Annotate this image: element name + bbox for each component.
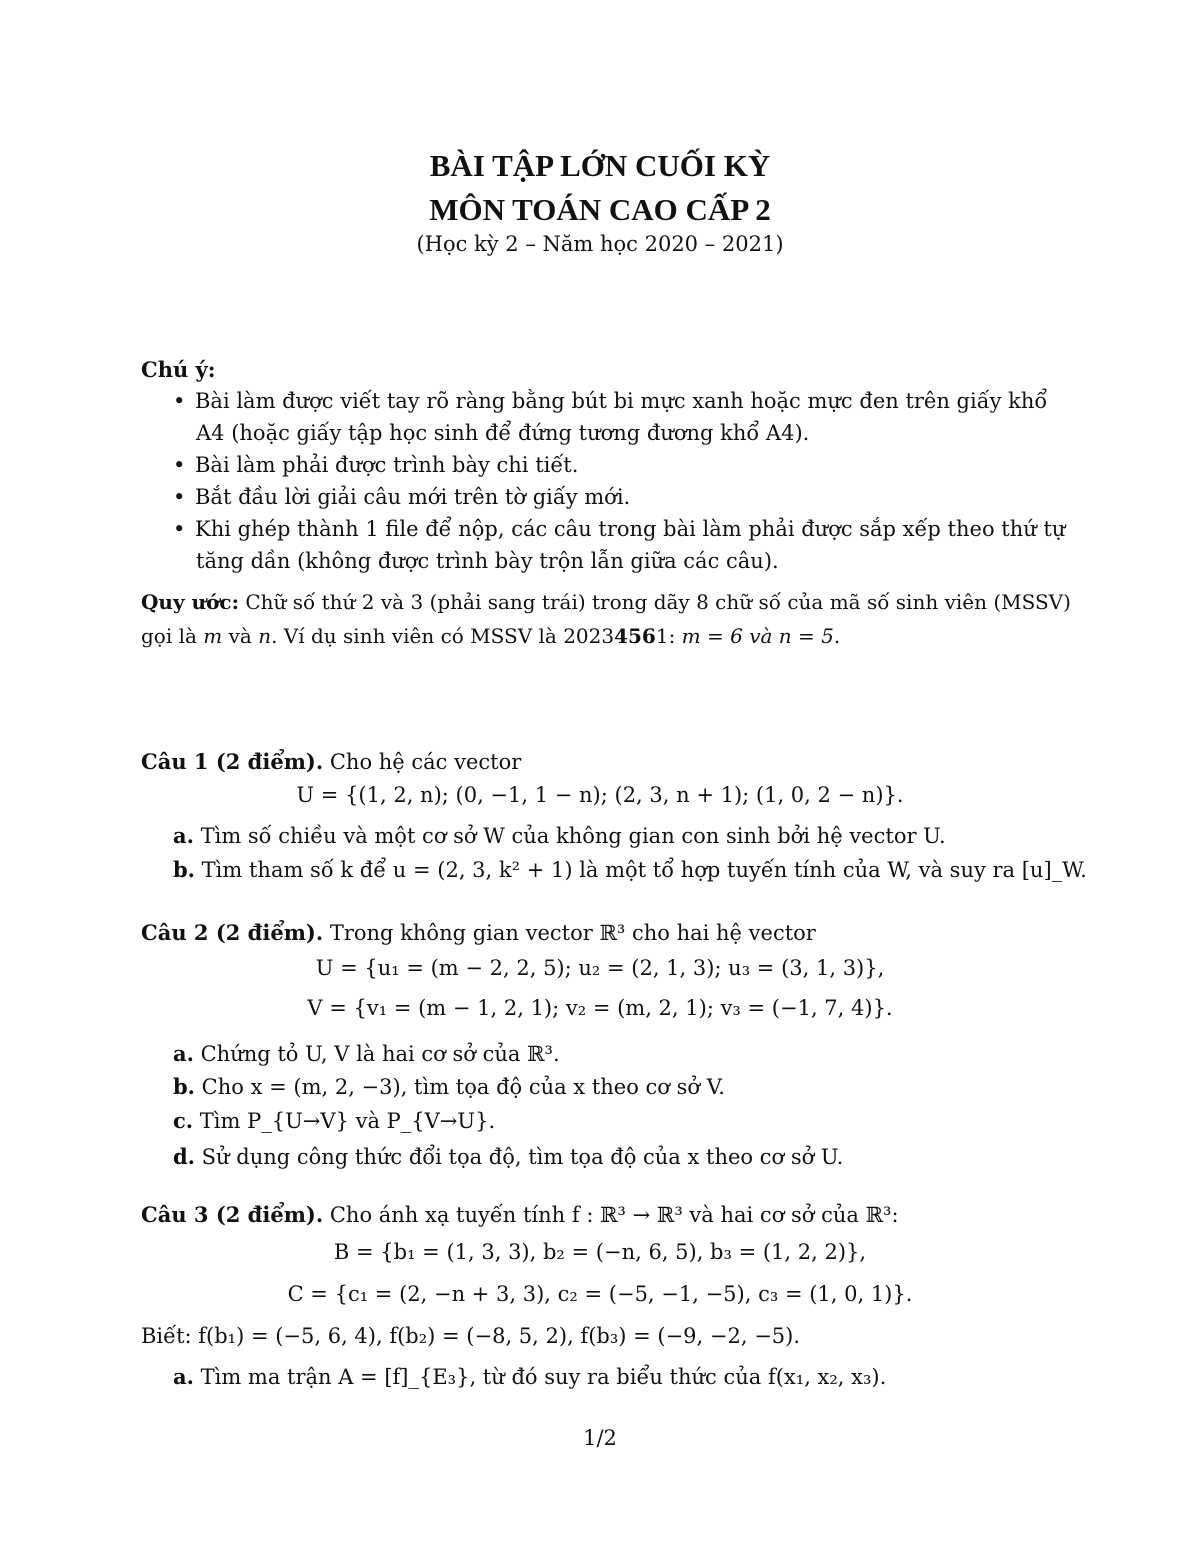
q3-heading: Câu 3 (2 điểm). Cho ánh xạ tuyến tính f : ℝ³ → ℝ³ và hai cơ sở của ℝ³: [141,1202,899,1227]
note-item-4-cont: tăng dần (không được trình bày trộn lẫn giữa các câu). [196,549,779,573]
page-number: 1/2 [583,1426,617,1450]
note-item-2: • Bài làm phải được trình bày chi tiết. [173,453,579,477]
subtitle: (Học kỳ 2 – Năm học 2020 – 2021) [416,232,784,256]
bullet-icon: • [173,485,186,509]
note-item-3: • Bắt đầu lời giải câu mới trên tờ giấy mới. [173,485,631,509]
note-item-1-cont: A4 (hoặc giấy tập học sinh để đứng tương đương khổ A4). [196,421,810,445]
q2-part-b: b. Cho x = (m, 2, −3), tìm tọa độ của x theo cơ sở V. [173,1074,725,1099]
convention-line-2: gọi là m và n. Ví dụ sinh viên có MSSV là 20234561: m = 6 và n = 5. [141,624,841,648]
q2-formula-u: U = {u₁ = (m − 2, 2, 5); u₂ = (2, 1, 3); u₃ = (3, 1, 3)}, [315,956,885,980]
title-line-1: BÀI TẬP LỚN CUỐI KỲ [429,148,771,183]
q3-formula-c: C = {c₁ = (2, −n + 3, 3), c₂ = (−5, −1, −5), c₃ = (1, 0, 1)}. [287,1282,913,1306]
q1-part-a: a. Tìm số chiều và một cơ sở W của không gian con sinh bởi hệ vector U. [173,823,946,848]
bullet-icon: • [173,389,186,413]
q1-formula: U = {(1, 2, n); (0, −1, 1 − n); (2, 3, n + 1); (1, 0, 2 − n)}. [296,783,904,807]
q1-part-b: b. Tìm tham số k để u = (2, 3, k² + 1) là một tổ hợp tuyến tính của W, và suy ra [u]_W. [173,857,1087,882]
q1-heading: Câu 1 (2 điểm). Cho hệ các vector [141,749,522,774]
title-line-2: MÔN TOÁN CAO CẤP 2 [429,192,771,227]
notes-heading: Chú ý: [141,357,216,382]
bullet-icon: • [173,517,186,541]
note-item-4: • Khi ghép thành 1 file để nộp, các câu trong bài làm phải được sắp xếp theo thứ tự [173,517,1066,541]
bullet-icon: • [173,453,186,477]
q2-heading: Câu 2 (2 điểm). Trong không gian vector ℝ³ cho hai hệ vector [141,920,816,945]
q3-part-a: a. Tìm ma trận A = [f]_{E₃}, từ đó suy ra biểu thức của f(x₁, x₂, x₃). [173,1364,887,1389]
q2-part-d: d. Sử dụng công thức đổi tọa độ, tìm tọa độ của x theo cơ sở U. [173,1144,844,1169]
q2-formula-v: V = {v₁ = (m − 1, 2, 1); v₂ = (m, 2, 1); v₃ = (−1, 7, 4)}. [307,996,893,1020]
note-item-1: • Bài làm được viết tay rõ ràng bằng bút bi mực xanh hoặc mực đen trên giấy khổ [173,389,1048,413]
q3-given: Biết: f(b₁) = (−5, 6, 4), f(b₂) = (−8, 5, 2), f(b₃) = (−9, −2, −5). [141,1324,801,1348]
convention-line-1: Quy ước: Chữ số thứ 2 và 3 (phải sang trái) trong dãy 8 chữ số của mã số sinh viên (MSSV) [141,590,1071,614]
q3-formula-b: B = {b₁ = (1, 3, 3), b₂ = (−n, 6, 5), b₃ = (1, 2, 2)}, [333,1240,867,1264]
q2-part-c: c. Tìm P_{U→V} và P_{V→U}. [173,1108,496,1133]
q2-part-a: a. Chứng tỏ U, V là hai cơ sở của ℝ³. [173,1041,560,1066]
